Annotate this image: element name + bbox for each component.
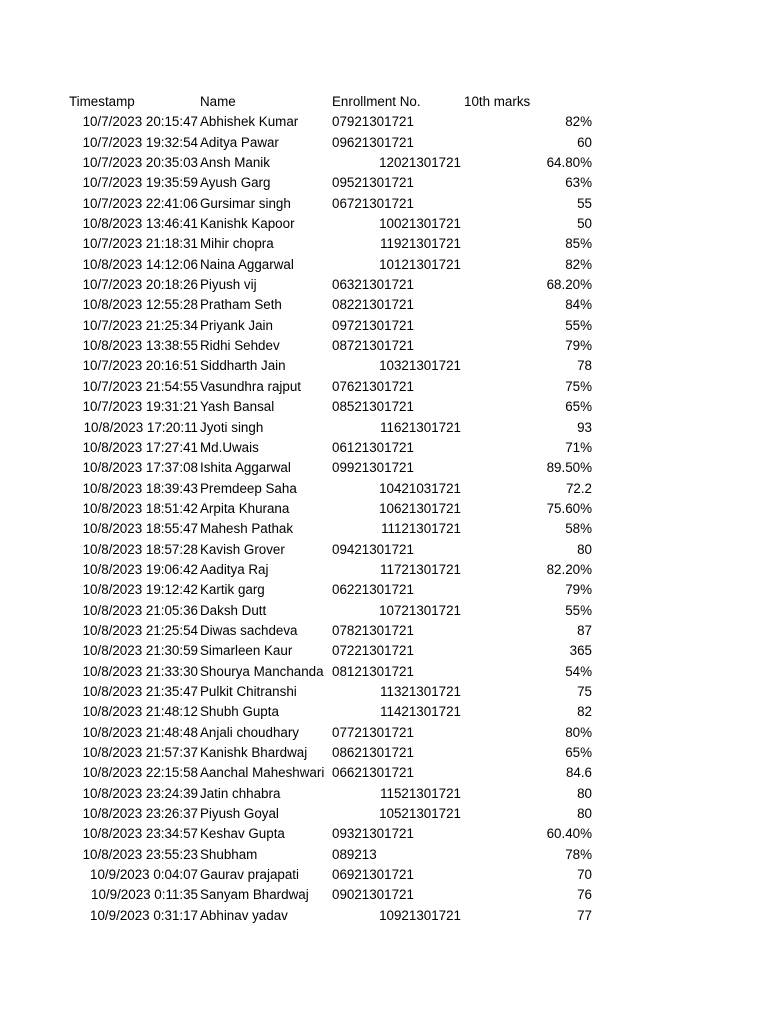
name-cell: Arpita Khurana	[200, 500, 290, 516]
enrollment-cell: 09721301721	[332, 317, 414, 333]
name-cell: Kanishk Kapoor	[200, 216, 295, 232]
timestamp-cell: 10/7/2023 22:41:06	[82, 195, 198, 211]
marks-cell: 78	[577, 358, 592, 374]
header-name: Name	[200, 94, 236, 109]
enrollment-cell: 10621301721	[379, 500, 461, 516]
table-row	[0, 336, 768, 356]
marks-cell: 55%	[565, 317, 592, 333]
marks-cell: 79%	[565, 338, 592, 354]
marks-cell: 80	[577, 785, 592, 801]
marks-cell: 65%	[565, 399, 592, 415]
table-row	[0, 560, 768, 580]
marks-cell: 80%	[565, 724, 592, 740]
name-cell: Kavish Grover	[200, 541, 285, 557]
enrollment-cell: 08121301721	[332, 663, 414, 679]
enrollment-cell: 09421301721	[332, 541, 414, 557]
timestamp-cell: 10/7/2023 21:18:31	[82, 236, 198, 252]
name-cell: Pratham Seth	[200, 297, 282, 313]
marks-cell: 85%	[565, 236, 592, 252]
table-row	[0, 580, 768, 600]
marks-cell: 84%	[565, 297, 592, 313]
marks-cell: 55%	[565, 602, 592, 618]
table-row	[0, 418, 768, 438]
header-row	[0, 92, 768, 112]
marks-cell: 80	[577, 541, 592, 557]
timestamp-cell: 10/8/2023 17:37:08	[82, 460, 198, 476]
table-row	[0, 682, 768, 702]
timestamp-cell: 10/7/2023 19:35:59	[82, 175, 198, 191]
name-cell: Diwas sachdeva	[200, 622, 298, 638]
name-cell: Premdeep Saha	[200, 480, 297, 496]
marks-cell: 72.2	[565, 480, 592, 496]
header-enrollment: Enrollment No.	[332, 94, 421, 109]
marks-cell: 60	[577, 134, 592, 150]
timestamp-cell: 10/8/2023 23:24:39	[82, 785, 198, 801]
enrollment-cell: 10921301721	[379, 907, 461, 923]
timestamp-cell: 10/8/2023 21:48:48	[82, 724, 198, 740]
name-cell: Gaurav prajapati	[200, 867, 299, 883]
table-row	[0, 112, 768, 132]
table-row	[0, 662, 768, 682]
table-row	[0, 479, 768, 499]
table-row	[0, 255, 768, 275]
name-cell: Ishita Aggarwal	[200, 460, 291, 476]
enrollment-cell: 11921301721	[380, 236, 461, 252]
name-cell: Piyush vij	[200, 277, 257, 293]
timestamp-cell: 10/9/2023 0:04:07	[90, 867, 198, 883]
enrollment-cell: 09521301721	[332, 175, 414, 191]
marks-cell: 82	[577, 704, 592, 720]
table-row	[0, 702, 768, 722]
marks-cell: 82.20%	[546, 561, 592, 577]
timestamp-cell: 10/8/2023 21:25:54	[82, 622, 198, 638]
table-row	[0, 153, 768, 173]
marks-cell: 82%	[565, 256, 592, 272]
timestamp-cell: 10/8/2023 18:55:47	[82, 521, 198, 537]
enrollment-cell: 10421031721	[379, 480, 461, 496]
table-row	[0, 641, 768, 661]
name-cell: Sanyam Bhardwaj	[200, 887, 309, 903]
enrollment-cell: 06921301721	[332, 867, 414, 883]
marks-cell: 71%	[565, 439, 592, 455]
name-cell: Md.Uwais	[200, 439, 259, 455]
table-row	[0, 234, 768, 254]
table-row	[0, 194, 768, 214]
timestamp-cell: 10/9/2023 0:11:35	[91, 887, 198, 903]
timestamp-cell: 10/8/2023 18:51:42	[82, 500, 198, 516]
table-row	[0, 316, 768, 336]
enrollment-cell: 11521301721	[380, 785, 461, 801]
marks-cell: 80	[577, 806, 592, 822]
timestamp-cell: 10/8/2023 21:33:30	[82, 663, 198, 679]
name-cell: Naina Aggarwal	[200, 256, 294, 272]
timestamp-cell: 10/8/2023 23:34:57	[82, 826, 198, 842]
name-cell: Ayush Garg	[200, 175, 271, 191]
table-row	[0, 214, 768, 234]
name-cell: Vasundhra rajput	[200, 378, 301, 394]
table-row	[0, 438, 768, 458]
name-cell: Ridhi Sehdev	[200, 338, 280, 354]
timestamp-cell: 10/7/2023 19:31:21	[82, 399, 198, 415]
table-row	[0, 540, 768, 560]
enrollment-cell: 10721301721	[379, 602, 461, 618]
name-cell: Aaditya Raj	[200, 561, 269, 577]
header-timestamp: Timestamp	[69, 94, 135, 109]
marks-cell: 82%	[565, 114, 592, 130]
marks-cell: 79%	[565, 582, 592, 598]
enrollment-cell: 08521301721	[332, 399, 414, 415]
timestamp-cell: 10/8/2023 17:27:41	[82, 439, 198, 455]
marks-cell: 89.50%	[546, 460, 592, 476]
table-row	[0, 356, 768, 376]
name-cell: Pulkit Chitranshi	[200, 683, 297, 699]
table-row	[0, 845, 768, 865]
timestamp-cell: 10/8/2023 23:26:37	[82, 806, 198, 822]
timestamp-cell: 10/8/2023 22:15:58	[82, 765, 198, 781]
table-row	[0, 377, 768, 397]
enrollment-cell: 07921301721	[332, 114, 414, 130]
name-cell: Aanchal Maheshwari	[200, 765, 325, 781]
marks-cell: 75.60%	[546, 500, 592, 516]
name-cell: Shourya Manchanda	[200, 663, 324, 679]
enrollment-cell: 09321301721	[332, 826, 414, 842]
marks-cell: 58%	[565, 521, 592, 537]
timestamp-cell: 10/8/2023 23:55:23	[82, 846, 198, 862]
marks-cell: 50	[577, 216, 592, 232]
table-row	[0, 865, 768, 885]
marks-cell: 76	[577, 887, 592, 903]
timestamp-cell: 10/8/2023 21:05:36	[82, 602, 198, 618]
table-row	[0, 621, 768, 641]
marks-cell: 365	[569, 643, 592, 659]
marks-cell: 75	[577, 683, 592, 699]
marks-cell: 87	[577, 622, 592, 638]
name-cell: Gursimar singh	[200, 195, 291, 211]
enrollment-cell: 07721301721	[332, 724, 414, 740]
timestamp-cell: 10/7/2023 20:18:26	[82, 277, 198, 293]
timestamp-cell: 10/9/2023 0:31:17	[90, 907, 198, 923]
marks-cell: 77	[577, 907, 592, 923]
timestamp-cell: 10/8/2023 21:35:47	[82, 683, 198, 699]
timestamp-cell: 10/8/2023 12:55:28	[82, 297, 198, 313]
timestamp-cell: 10/8/2023 17:20:11	[83, 419, 198, 435]
name-cell: Priyank Jain	[200, 317, 273, 333]
name-cell: Ansh Manik	[200, 155, 270, 171]
timestamp-cell: 10/8/2023 13:38:55	[82, 338, 198, 354]
table-row	[0, 499, 768, 519]
timestamp-cell: 10/8/2023 18:39:43	[82, 480, 198, 496]
enrollment-cell: 10121301721	[379, 256, 461, 272]
name-cell: Abhishek Kumar	[200, 114, 299, 130]
table-row	[0, 906, 768, 926]
name-cell: Shubham	[200, 846, 258, 862]
marks-cell: 68.20%	[546, 277, 592, 293]
name-cell: Yash Bansal	[200, 399, 275, 415]
enrollment-cell: 07221301721	[332, 643, 414, 659]
table-row	[0, 275, 768, 295]
marks-cell: 70	[577, 867, 592, 883]
name-cell: Abhinav yadav	[200, 907, 288, 923]
header-marks: 10th marks	[464, 94, 531, 109]
name-cell: Siddharth Jain	[200, 358, 286, 374]
enrollment-cell: 08621301721	[332, 745, 414, 760]
table-row	[0, 295, 768, 315]
name-cell: Shubh Gupta	[200, 704, 279, 720]
timestamp-cell: 10/8/2023 21:57:37	[82, 745, 198, 760]
enrollment-cell: 11121301721	[381, 521, 461, 537]
table-row	[0, 824, 768, 844]
name-cell: Aditya Pawar	[200, 134, 279, 150]
enrollment-cell: 12021301721	[379, 155, 461, 171]
table-row	[0, 519, 768, 539]
timestamp-cell: 10/7/2023 21:54:55	[82, 378, 198, 394]
name-cell: Jyoti singh	[200, 419, 264, 435]
enrollment-cell: 09921301721	[332, 460, 414, 476]
timestamp-cell: 10/8/2023 19:06:42	[82, 561, 198, 577]
timestamp-cell: 10/7/2023 19:32:54	[82, 134, 198, 150]
name-cell: Jatin chhabra	[200, 785, 281, 801]
name-cell: Kanishk Bhardwaj	[200, 745, 308, 760]
enrollment-cell: 11721301721	[380, 561, 461, 577]
table-row	[0, 601, 768, 621]
table-row	[0, 133, 768, 153]
enrollment-cell: 06121301721	[332, 439, 414, 455]
name-cell: Anjali choudhary	[200, 724, 300, 740]
marks-cell: 64.80%	[546, 155, 592, 171]
table-row	[0, 804, 768, 824]
timestamp-cell: 10/8/2023 18:57:28	[82, 541, 198, 557]
timestamp-cell: 10/8/2023 13:46:41	[82, 216, 198, 232]
name-cell: Daksh Dutt	[200, 602, 267, 618]
enrollment-cell: 06321301721	[332, 277, 414, 293]
timestamp-cell: 10/7/2023 20:16:51	[82, 358, 198, 374]
table-row	[0, 885, 768, 905]
marks-cell: 55	[577, 195, 592, 211]
marks-cell: 93	[577, 419, 592, 435]
table-body	[0, 112, 768, 926]
timestamp-cell: 10/7/2023 20:35:03	[82, 155, 198, 171]
enrollment-cell: 06721301721	[332, 195, 414, 211]
enrollment-cell: 06221301721	[332, 582, 414, 598]
marks-cell: 65%	[565, 745, 592, 760]
enrollment-cell: 089213	[332, 846, 377, 862]
marks-cell: 54%	[565, 663, 592, 679]
timestamp-cell: 10/8/2023 21:30:59	[82, 643, 198, 659]
name-cell: Mihir chopra	[200, 236, 274, 252]
table-row	[0, 458, 768, 478]
enrollment-cell: 07821301721	[332, 622, 414, 638]
timestamp-cell: 10/7/2023 20:15:47	[82, 114, 198, 130]
table-row	[0, 763, 768, 783]
name-cell: Mahesh Pathak	[200, 521, 294, 537]
enrollment-cell: 11321301721	[380, 683, 461, 699]
enrollment-cell: 07621301721	[332, 378, 414, 394]
enrollment-cell: 10021301721	[379, 216, 461, 232]
timestamp-cell: 10/8/2023 19:12:42	[82, 582, 198, 598]
enrollment-cell: 08221301721	[332, 297, 414, 313]
enrollment-cell: 10521301721	[379, 806, 461, 822]
table-row	[0, 173, 768, 193]
table-row	[0, 743, 768, 763]
timestamp-cell: 10/8/2023 14:12:06	[82, 256, 198, 272]
marks-cell: 84.6	[565, 765, 592, 781]
name-cell: Kartik garg	[200, 582, 265, 598]
marks-cell: 75%	[565, 378, 592, 394]
timestamp-cell: 10/8/2023 21:48:12	[82, 704, 198, 720]
enrollment-cell: 10321301721	[379, 358, 461, 374]
enrollment-cell: 09021301721	[332, 887, 414, 903]
marks-cell: 60.40%	[546, 826, 592, 842]
enrollment-cell: 08721301721	[332, 338, 414, 354]
enrollment-cell: 06621301721	[332, 765, 414, 781]
table-row	[0, 784, 768, 804]
data-table	[0, 92, 768, 926]
table-row	[0, 723, 768, 743]
name-cell: Keshav Gupta	[200, 826, 285, 842]
enrollment-cell: 11621301721	[380, 419, 461, 435]
name-cell: Simarleen Kaur	[200, 643, 293, 659]
marks-cell: 78%	[565, 846, 592, 862]
enrollment-cell: 11421301721	[380, 704, 461, 720]
table-row	[0, 397, 768, 417]
enrollment-cell: 09621301721	[332, 134, 414, 150]
name-cell: Piyush Goyal	[200, 806, 279, 822]
marks-cell: 63%	[565, 175, 592, 191]
timestamp-cell: 10/7/2023 21:25:34	[82, 317, 198, 333]
